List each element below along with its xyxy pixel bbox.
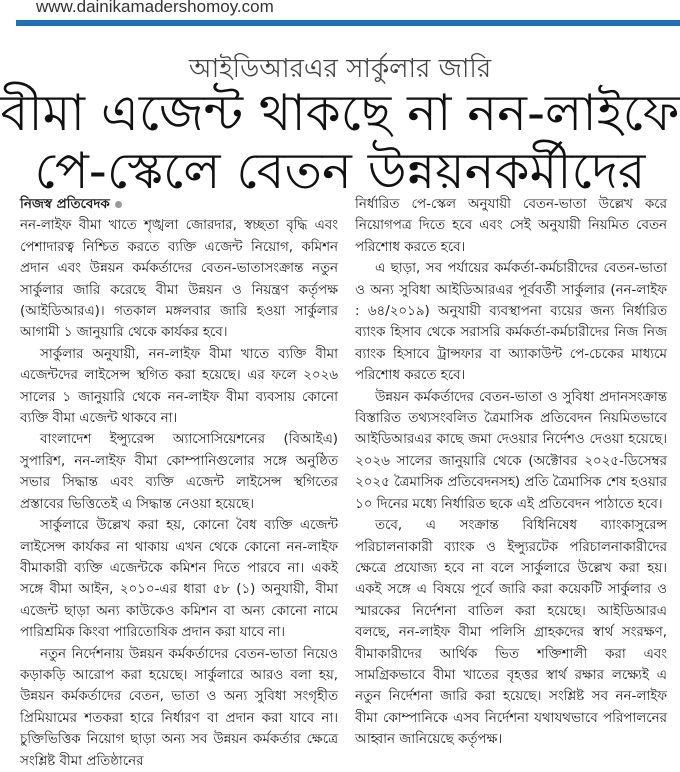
paragraph: সার্কুলার অনুযায়ী, নন-লাইফ বীমা খাতে ব্যক্তি বীমা এজেন্টদের লাইসেন্স স্থগিত করা হয়েছে। এর ফলে ২০২৬ সালের ১ জানুয়ারি থেকে নন-লাইফ বীমা ব্যবসায় কোনো ব্যক্তি বীমা এজেন্ট থাকবে না। bbox=[20, 346, 338, 427]
byline bbox=[20, 194, 338, 215]
headline-line-2: পে-স্কেলে বেতন উন্নয়নকর্মীদের bbox=[34, 142, 646, 200]
website-url: www.dainikamadershomoy.com bbox=[36, 0, 274, 16]
paragraph: বাংলাদেশ ইন্স্যুরেন্স অ্যাসোসিয়েশনের (বিআইএ) সুপারিশ, নন-লাইফ বীমা কোম্পানিগুলোর সঙ্গে অনুষ্ঠিত সভার সিদ্ধান্ত এবং ব্যক্তি এজেন্ট লাইসেন্স স্থগিতের প্রস্তাবের ভিত্তিতেই এ সিদ্ধান্ত নেওয়া হয়েছে। bbox=[20, 432, 338, 512]
header-divider-bar bbox=[16, 20, 680, 26]
paragraph: উন্নয়ন কর্মকর্তাদের বেতন-ভাতা ও সুবিধা প্রদানসংক্রান্ত বিস্তারিত তথ্যসংবলিত ত্রৈমাসিক প্রতিবেদন নিয়মিতভাবে আইডিআরএর কাছে জমা দেওয়ার নির্দেশও দেওয়া হয়েছে। ২০২৬ সালের জানুয়ারি থেকে (অক্টোবর ২০২৫-ডিসেম্বর ২০২৫ ত্রৈমাসিক প্রতিবেদনসহ) প্রতি ত্রৈমাসিক শেষ হওয়ার ১০ দিনের মধ্যে নির্ধারিত ছকে এই প্রতিবেদন পাঠাতে হবে। bbox=[355, 389, 667, 512]
byline-text: নিজস্ব প্রতিবেদক bbox=[20, 197, 110, 212]
paragraph: তবে, এ সংক্রান্ত বিধিনিষেধ ব্যাংকাসুরেন্স পরিচালনাকারী ব্যাংক ও ইন্স্যুরটেক পরিচালনাকারীদের ক্ষেত্রে প্রযোজ্য হবে না বলে সার্কুলারে উল্লেখ করা হয়। একই সঙ্গে এ বিষয়ে পূর্বে জারি করা কয়েকটি সার্কুলার ও স্মারকের নির্দেশনা বাতিল করা হয়েছে। আইডিআরএ বলছে, নন-লাইফ বীমা পলিসি গ্রাহকদের স্বার্থ সংরক্ষণ, বীমাকারীদের আর্থিক ভিত শক্তিশালী করা এবং সামগ্রিকভাবে বীমা খাতের বৃহত্তর স্বার্থ রক্ষার লক্ষ্যেই এ নতুন নির্দেশনা জারি করা হয়েছে। সংশ্লিষ্ট সব নন-লাইফ বীমা কোম্পানিকে এসব নির্দেশনা যথাযথভাবে পরিপালনের আহ্বান জানিয়েছে কর্তৃপক্ষ। bbox=[355, 518, 667, 748]
article-column-right bbox=[355, 194, 667, 751]
paragraph: নন-লাইফ বীমা খাতে শৃঙ্খলা জোরদার, স্বচ্ছতা বৃদ্ধি এবং পেশাদারত্ব নিশ্চিত করতে ব্যক্তি এজেন্ট নিয়োগ, কমিশন প্রদান এবং উন্নয়ন কর্মকর্তাদের বেতন-ভাতাসংক্রান্ত নতুন সার্কুলার জারি করেছে বীমা উন্নয়ন ও নিয়ন্ত্রণ কর্তৃপক্ষ (আইডিআরএ)। গতকাল মঙ্গলবার জারি হওয়া সার্কুলার আগামী ১ জানুয়ারি থেকে কার্যকর হবে। bbox=[20, 218, 338, 341]
article-column-left bbox=[20, 194, 338, 772]
paragraph: সার্কুলারে উল্লেখ করা হয়, কোনো বৈধ ব্যক্তি এজেন্ট লাইসেন্স কার্যকর না থাকায় এখন থেকে কোনো নন-লাইফ বীমাকারী ব্যক্তি এজেন্টকে কমিশন দিতে পারবে না। একই সঙ্গে বীমা আইন, ২০১০-এর ধারা ৫৮ (১) অনুযায়ী, বীমা এজেন্ট ছাড়া অন্য কাউকেও কমিশন বা অন্য কোনো নামে পারিশ্রমিক কিংবা পারিতোষিক প্রদান করা যাবে না। bbox=[20, 518, 338, 641]
paragraph: নতুন নির্দেশনায় উন্নয়ন কর্মকর্তাদের বেতন-ভাতা নিয়েও কড়াকড়ি আরোপ করা হয়েছে। সার্কুলারে আরও বলা হয়, উন্নয়ন কর্মকর্তাদের বেতন, ভাতা ও অন্য সুবিধা সংগৃহীত প্রিমিয়ামের শতকরা হারে নির্ধারণ বা প্রদান করা যাবে না। চুক্তিভিত্তিক নিয়োগ ছাড়া অন্য সব উন্নয়ন কর্মকর্তার ক্ষেত্রে সংশ্লিষ্ট বীমা প্রতিষ্ঠানের bbox=[20, 646, 338, 769]
headline-line-1: বীমা এজেন্ট থাকছে না নন-লাইফে bbox=[0, 84, 680, 142]
article-kicker: আইডিআরএর সার্কুলার জারি bbox=[188, 54, 492, 84]
bullet-dot-icon bbox=[115, 201, 122, 208]
paragraph: এ ছাড়া, সব পর্যায়ের কর্মকর্তা-কর্মচারীদের বেতন-ভাতা ও অন্য সুবিধা আইডিআরএর পূর্ববর্তী সার্কুলার (নন-লাইফ : ৬৪/২০১৯) অনুযায়ী ব্যবস্থাপনা ব্যয়ের জন্য নির্ধারিত ব্যাংক হিসাব থেকে সরাসরি কর্মকর্তা-কর্মচারীদের নিজ নিজ ব্যাংক হিসাবে ট্রান্সফার বা অ্যাকাউন্ট পে-চেকের মাধ্যমে পরিশোধ করতে হবে। bbox=[355, 261, 667, 384]
paragraph: নির্ধারিত পে-স্কেল অনুযায়ী বেতন-ভাতা উল্লেখ করে নিয়োগপত্র দিতে হবে এবং সেই অনুযায়ী নিয়মিত বেতন পরিশোধ করতে হবে। bbox=[355, 197, 667, 255]
